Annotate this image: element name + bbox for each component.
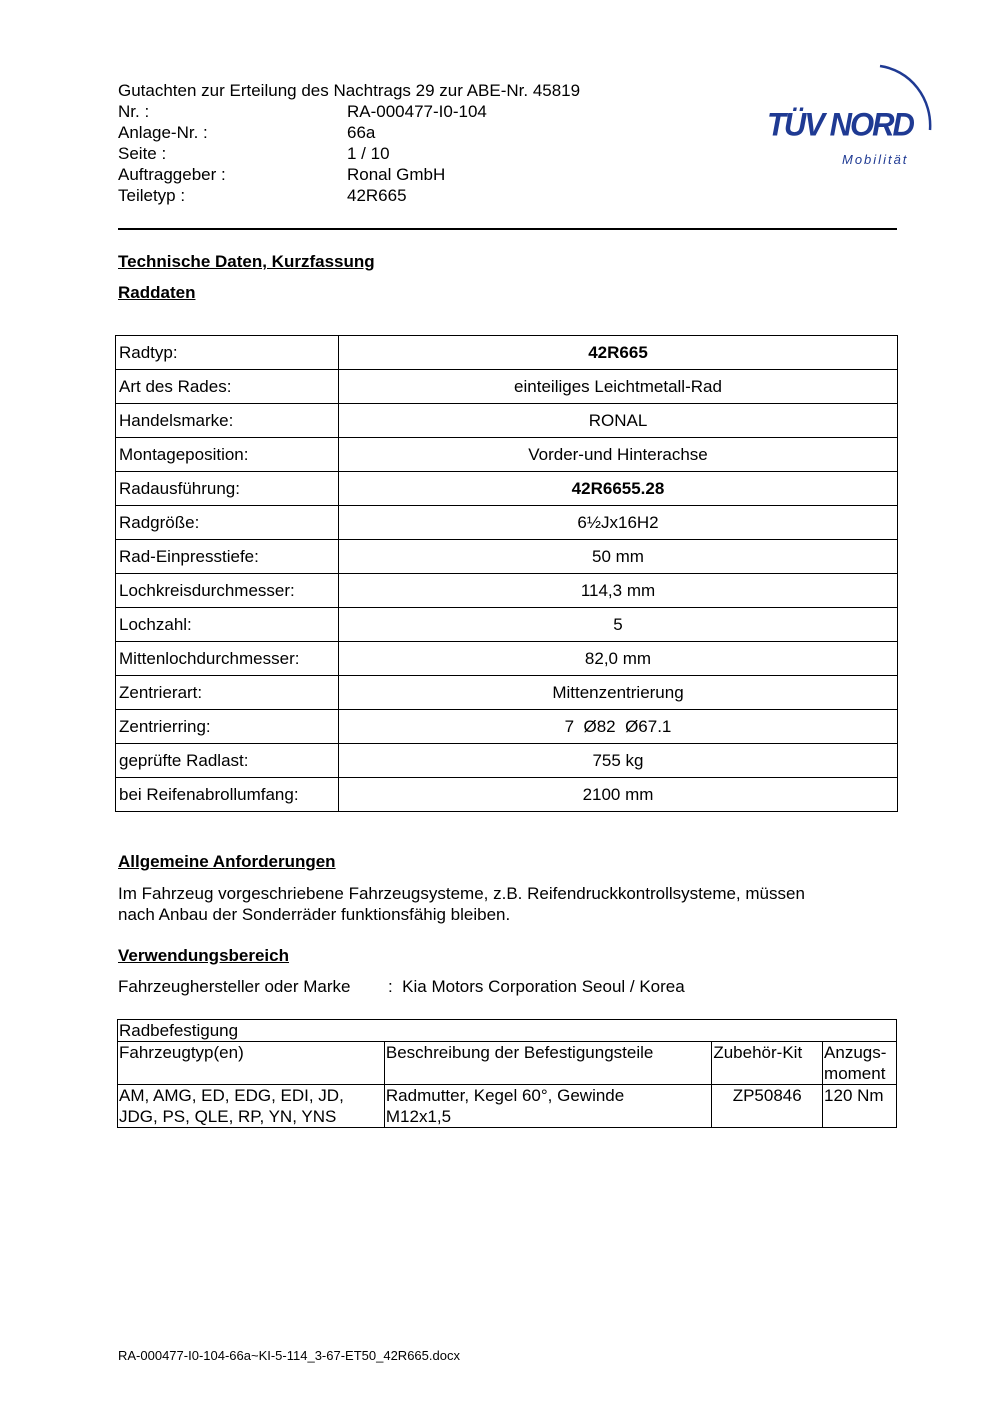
row-value: 2100 mm [339,778,898,812]
row-value: 50 mm [339,540,898,574]
table-header-row [118,1042,897,1085]
header-row-seite [118,143,580,164]
fahrzeughersteller-label: Fahrzeughersteller oder Marke [118,977,351,996]
cell-line: AM, AMG, ED, EDG, EDI, JD, [119,1086,344,1105]
table-title-row [118,1020,897,1042]
row-value: 7 Ø82 Ø67.1 [339,710,898,744]
table-row [116,676,898,710]
table-row [118,1085,897,1128]
row-label: Lochzahl: [116,608,339,642]
section-heading-allgemeine: Allgemeine Anforderungen [118,852,336,871]
tuv-nord-logo [762,58,942,170]
header-divider [118,228,897,230]
row-label: Zentrierring: [116,710,339,744]
allgemeine-paragraph [118,883,805,925]
row-value: 82,0 mm [339,642,898,676]
header-value: 66a [347,123,376,142]
header-label: Seite : [118,144,167,163]
table-row [116,506,898,540]
header-row-nr [118,101,580,122]
fahrzeughersteller-value: : Kia Motors Corporation Seoul / Korea [388,977,685,996]
header-line: Anzugs- [824,1043,887,1062]
cell-line: Radmutter, Kegel 60°, Gewinde [385,1086,625,1105]
header-line: moment [824,1064,886,1083]
column-header [823,1042,897,1085]
section-heading-raddaten: Raddaten [118,283,196,302]
header-label: Teiletyp : [118,186,186,205]
fahrzeughersteller-row [118,977,685,997]
cell-line: M12x1,5 [385,1107,452,1126]
table-row [116,778,898,812]
table-row [116,574,898,608]
header-row-auftraggeber [118,164,580,185]
header-label: Auftraggeber : [118,165,226,184]
header-value: Ronal GmbH [347,165,446,184]
paragraph-line: Im Fahrzeug vorgeschriebene Fahrzeugsysteme, z.B. Reifendruckkontrollsysteme, müssen [118,884,805,903]
row-value: Vorder-und Hinterachse [339,438,898,472]
column-header: Zubehör-Kit [712,1042,823,1085]
row-label: Radtyp: [116,336,339,370]
table-row [116,642,898,676]
row-value: Mittenzentrierung [339,676,898,710]
logo-brand: TÜV NORD [767,106,913,143]
header-value: 1 / 10 [347,144,390,163]
row-value: einteiliges Leichtmetall-Rad [339,370,898,404]
table-row [116,710,898,744]
row-label: Lochkreisdurchmesser: [116,574,339,608]
header-label: Anlage-Nr. : [118,123,208,142]
table-row [116,336,898,370]
section-heading-verwendung: Verwendungsbereich [118,946,289,965]
row-value: RONAL [339,404,898,438]
row-label: Montageposition: [116,438,339,472]
logo-subtitle: Mobilität [842,152,909,167]
row-value: 5 [339,608,898,642]
radbefestigung-table [117,1019,897,1128]
row-value: 6½Jx16H2 [339,506,898,540]
document-footer: RA-000477-I0-104-66a~KI-5-114_3-67-ET50_42R665.docx [118,1348,460,1363]
header-value: RA-000477-I0-104 [347,102,487,121]
row-label: Zentrierart: [116,676,339,710]
cell-line: JDG, PS, QLE, RP, YN, YNS [119,1107,337,1126]
row-label: Radgröße: [116,506,339,540]
row-value: 755 kg [339,744,898,778]
row-label: bei Reifenabrollumfang: [116,778,339,812]
table-row [116,404,898,438]
row-value: 42R6655.28 [339,472,898,506]
document-header [118,80,580,206]
table-row [116,608,898,642]
row-value: 114,3 mm [339,574,898,608]
table-row [116,370,898,404]
beschreibung-cell [384,1085,711,1128]
row-label: Handelsmarke: [116,404,339,438]
header-value: 42R665 [347,186,407,205]
anzugsmoment-cell: 120 Nm [823,1085,897,1128]
section-heading-technische-daten: Technische Daten, Kurzfassung [118,252,375,271]
row-label: Rad-Einpresstiefe: [116,540,339,574]
fahrzeugtyp-cell [118,1085,385,1128]
row-label: geprüfte Radlast: [116,744,339,778]
row-label: Mittenlochdurchmesser: [116,642,339,676]
column-header: Fahrzeugtyp(en) [118,1042,385,1085]
row-label: Radausführung: [116,472,339,506]
row-value: 42R665 [339,336,898,370]
paragraph-line: nach Anbau der Sonderräder funktionsfähig bleiben. [118,905,511,924]
column-header: Beschreibung der Befestigungsteile [384,1042,711,1085]
table-row [116,540,898,574]
table-title: Radbefestigung [118,1020,897,1042]
raddaten-table [115,335,898,812]
document-title: Gutachten zur Erteilung des Nachtrags 29 zur ABE-Nr. 45819 [118,81,581,100]
header-row-teiletyp [118,185,580,206]
table-row [116,438,898,472]
table-row [116,472,898,506]
header-row-anlage [118,122,580,143]
header-label: Nr. : [118,102,150,121]
zubehoer-kit-cell: ZP50846 [712,1085,823,1128]
table-row [116,744,898,778]
row-label: Art des Rades: [116,370,339,404]
